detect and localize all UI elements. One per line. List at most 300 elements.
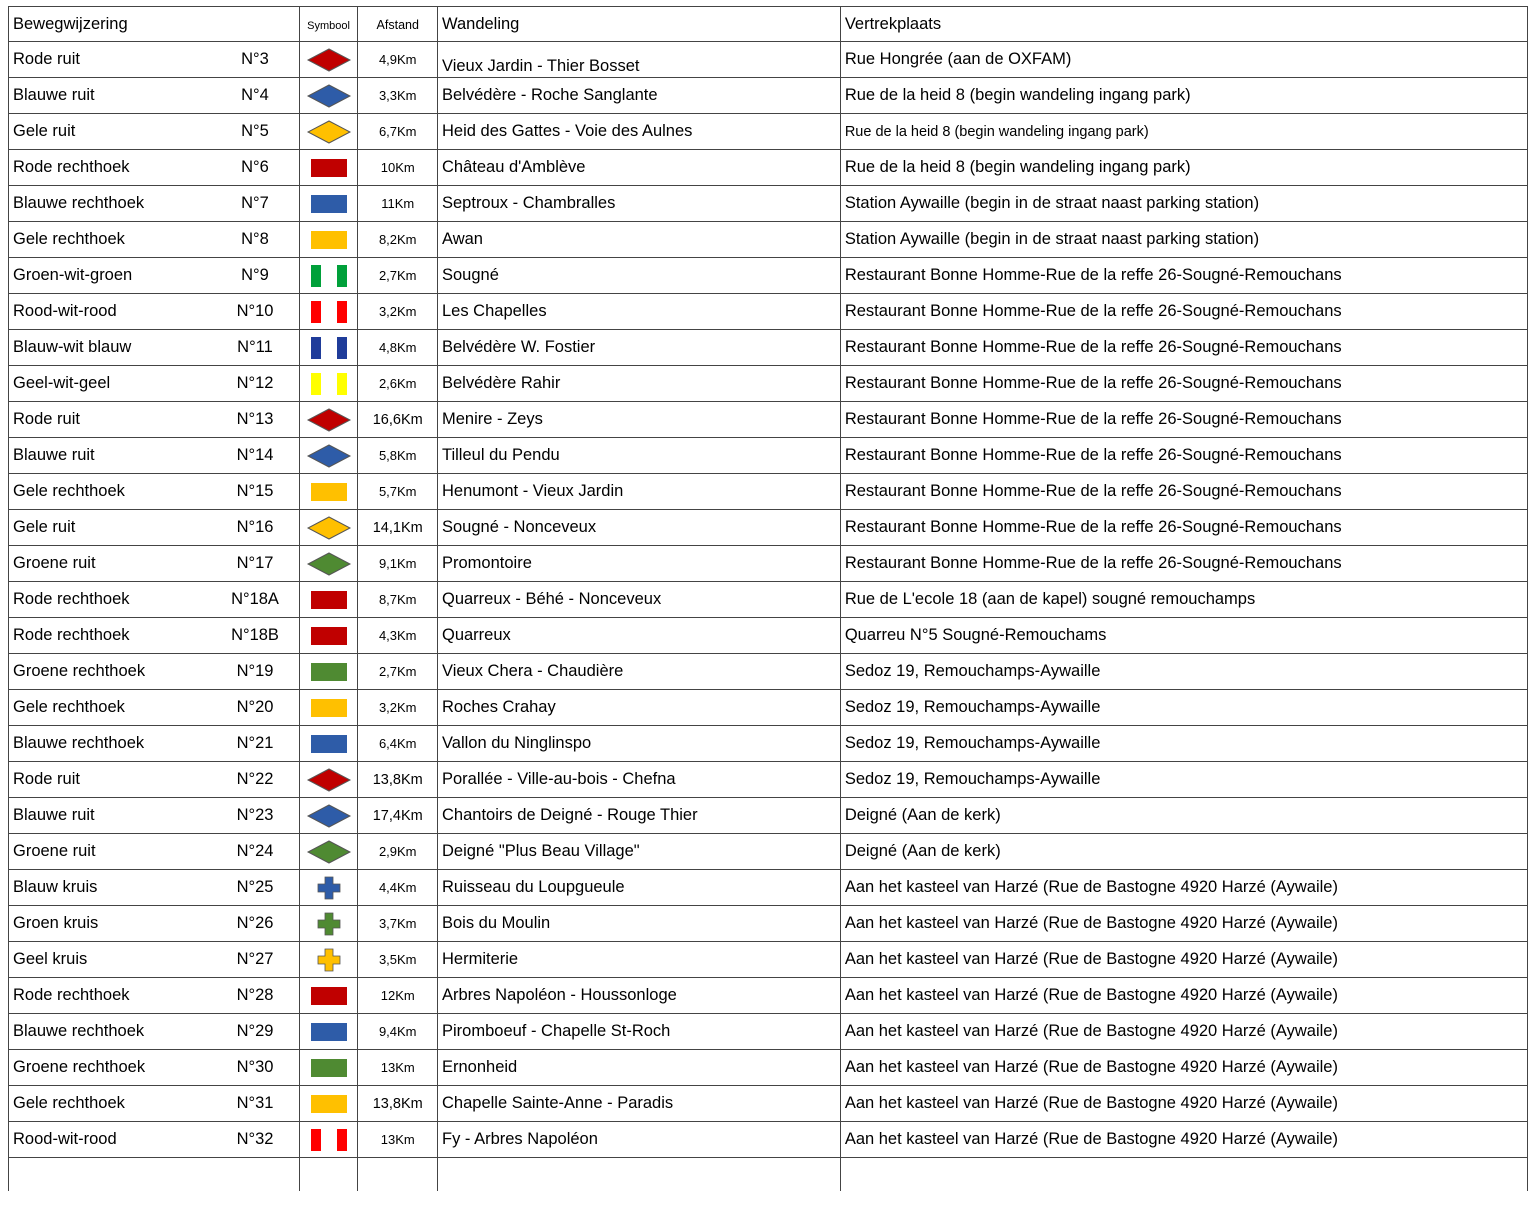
walk-name: Ruisseau du Loupgueule: [442, 878, 625, 896]
red-rectangle-icon: [300, 590, 358, 610]
marking-cell: [9, 834, 300, 870]
walk-name: Roches Crahay: [442, 698, 556, 716]
marking-cell: [9, 294, 300, 330]
distance-cell: [358, 258, 438, 294]
distance-value: 13Km: [380, 1060, 415, 1075]
walk-number: N°31: [236, 1094, 274, 1112]
blue-white-blue-icon: [300, 336, 358, 360]
empty-cell: [358, 1158, 438, 1191]
distance-value: 3,7Km: [378, 916, 417, 931]
yellow-rectangle-icon: [300, 482, 358, 502]
walk-cell: [438, 1014, 841, 1050]
symbol-cell: [299, 906, 358, 942]
marking-name: Blauwe rechthoek: [13, 1022, 145, 1040]
marking-name: Blauwe ruit: [13, 806, 95, 824]
table-row: [9, 546, 1528, 582]
symbol-cell: [299, 186, 358, 222]
table-row: [9, 690, 1528, 726]
marking-name: Rode ruit: [13, 410, 80, 428]
marking-cell: [9, 870, 300, 906]
walk-name: Fy - Arbres Napoléon: [442, 1130, 598, 1148]
yellow-rectangle-icon: [300, 698, 358, 718]
red-white-red-icon: [300, 300, 358, 324]
table-row: [9, 402, 1528, 438]
distance-value: 4,4Km: [378, 880, 417, 895]
start-location: Sedoz 19, Remouchamps-Aywaille: [844, 698, 1101, 716]
distance-cell: [358, 690, 438, 726]
distance-value: 5,7Km: [378, 484, 417, 499]
marking-cell: [9, 1122, 300, 1158]
marking-cell: [9, 762, 300, 798]
symbol-cell: [299, 798, 358, 834]
marking-name: Gele ruit: [13, 518, 76, 536]
header-bewegwijzering: Bewegwijzering: [9, 7, 300, 42]
symbol-cell: [299, 546, 358, 582]
blue-rectangle-icon: [300, 194, 358, 214]
walk-name: Henumont - Vieux Jardin: [442, 482, 624, 500]
table-row: [9, 726, 1528, 762]
distance-cell: [358, 726, 438, 762]
walk-cell: [438, 870, 841, 906]
start-cell: [840, 114, 1527, 150]
distance-value: 16,6Km: [372, 411, 423, 428]
start-cell: [840, 1014, 1527, 1050]
symbol-cell: [299, 474, 358, 510]
walk-cell: [438, 294, 841, 330]
marking-name: Groen kruis: [13, 914, 99, 932]
start-cell: [840, 330, 1527, 366]
walk-cell: [438, 42, 841, 78]
walks-table-body: [9, 7, 1528, 1191]
walk-cell: [438, 942, 841, 978]
header-symbool: [299, 7, 358, 42]
start-cell: [840, 78, 1527, 114]
walk-number: N°17: [236, 554, 274, 572]
red-diamond-icon: [300, 767, 358, 793]
symbol-cell: [299, 42, 358, 78]
table-row: [9, 762, 1528, 798]
distance-cell: [358, 78, 438, 114]
symbol-cell: [299, 366, 358, 402]
start-location: Aan het kasteel van Harzé (Rue de Bastogne 4920 Harzé (Aywaile): [844, 1130, 1338, 1148]
marking-name: Geel kruis: [13, 950, 88, 968]
start-cell: [840, 42, 1527, 78]
marking-cell: [9, 1086, 300, 1122]
walk-name: Awan: [442, 230, 483, 248]
table-row: [9, 114, 1528, 150]
start-cell: [840, 510, 1527, 546]
distance-cell: [358, 330, 438, 366]
yellow-diamond-icon: [300, 119, 358, 145]
walk-number: N°32: [236, 1130, 274, 1148]
distance-value: 12Km: [380, 988, 415, 1003]
yellow-white-yellow-icon: [300, 372, 358, 396]
walk-cell: [438, 438, 841, 474]
walk-name: Bois du Moulin: [442, 914, 551, 932]
start-cell: [840, 870, 1527, 906]
yellow-cross-icon: [300, 948, 358, 972]
table-row: [9, 1086, 1528, 1122]
marking-cell: [9, 798, 300, 834]
distance-value: 2,7Km: [378, 268, 417, 283]
table-row: [9, 438, 1528, 474]
distance-value: 4,8Km: [378, 340, 417, 355]
start-cell: [840, 762, 1527, 798]
walk-cell: [438, 114, 841, 150]
walk-cell: [438, 402, 841, 438]
distance-cell: [358, 510, 438, 546]
walk-number: N°3: [241, 50, 269, 68]
walk-number: N°18A: [231, 590, 279, 608]
table-row: [9, 150, 1528, 186]
distance-value: 2,6Km: [378, 376, 417, 391]
symbol-cell: [299, 870, 358, 906]
symbol-cell: [299, 1050, 358, 1086]
marking-name: Rode rechthoek: [13, 590, 130, 608]
marking-name: Gele rechthoek: [13, 698, 125, 716]
start-location: Restaurant Bonne Homme-Rue de la reffe 26-Sougné-Remouchans: [844, 266, 1342, 284]
symbol-cell: [299, 834, 358, 870]
walk-cell: [438, 330, 841, 366]
green-white-green-icon: [300, 264, 358, 288]
start-location: Aan het kasteel van Harzé (Rue de Bastogne 4920 Harzé (Aywaile): [844, 1058, 1338, 1076]
marking-cell: [9, 258, 300, 294]
marking-cell: [9, 690, 300, 726]
symbol-cell: [299, 510, 358, 546]
walk-name: Vieux Jardin - Thier Bosset: [442, 57, 640, 75]
table-row: [9, 1050, 1528, 1086]
start-cell: [840, 1122, 1527, 1158]
walk-name: Ernonheid: [442, 1058, 518, 1076]
walk-name: Hermiterie: [442, 950, 519, 968]
walk-name: Septroux - Chambralles: [442, 194, 616, 212]
start-cell: [840, 726, 1527, 762]
marking-cell: [9, 186, 300, 222]
walk-number: N°10: [236, 302, 274, 320]
marking-name: Rode ruit: [13, 50, 80, 68]
start-cell: [840, 438, 1527, 474]
start-location: Rue de la heid 8 (begin wandeling ingang park): [844, 86, 1191, 104]
start-cell: [840, 1086, 1527, 1122]
marking-cell: [9, 1014, 300, 1050]
start-location: Restaurant Bonne Homme-Rue de la reffe 26-Sougné-Remouchans: [844, 518, 1342, 536]
walk-name: Sougné: [442, 266, 499, 284]
blue-diamond-icon: [300, 803, 358, 829]
red-diamond-icon: [300, 47, 358, 73]
start-cell: [840, 654, 1527, 690]
start-location: Rue de la heid 8 (begin wandeling ingang park): [844, 158, 1191, 176]
start-location: Station Aywaille (begin in de straat naast parking station): [844, 194, 1260, 212]
distance-cell: [358, 294, 438, 330]
start-cell: [840, 366, 1527, 402]
distance-value: 3,5Km: [378, 952, 417, 967]
marking-name: Rood-wit-rood: [13, 302, 117, 320]
walk-cell: [438, 834, 841, 870]
distance-value: 5,8Km: [378, 448, 417, 463]
start-cell: [840, 978, 1527, 1014]
table-row: [9, 582, 1528, 618]
table-row: [9, 294, 1528, 330]
start-location: Sedoz 19, Remouchamps-Aywaille: [844, 770, 1101, 788]
walk-number: N°12: [236, 374, 274, 392]
distance-value: 13,8Km: [372, 1095, 423, 1112]
walk-name: Les Chapelles: [442, 302, 547, 320]
walk-number: N°30: [236, 1058, 274, 1076]
distance-value: 8,2Km: [378, 232, 417, 247]
walk-number: N°23: [236, 806, 274, 824]
distance-value: 13,8Km: [372, 771, 423, 788]
start-location: Sedoz 19, Remouchamps-Aywaille: [844, 734, 1101, 752]
distance-value: 3,2Km: [378, 700, 417, 715]
header-afstand-label: Afstand: [376, 17, 419, 32]
marking-cell: [9, 474, 300, 510]
start-location: Quarreu N°5 Sougné-Remouchams: [844, 626, 1107, 644]
walk-number: N°22: [236, 770, 274, 788]
empty-row: [9, 1158, 1528, 1191]
marking-name: Rode ruit: [13, 770, 80, 788]
distance-value: 9,1Km: [378, 556, 417, 571]
walks-table: [8, 6, 1528, 1191]
walk-number: N°29: [236, 1022, 274, 1040]
distance-value: 4,3Km: [378, 628, 417, 643]
distance-value: 2,9Km: [378, 844, 417, 859]
table-row: [9, 258, 1528, 294]
start-location: Station Aywaille (begin in de straat naast parking station): [844, 230, 1260, 248]
walk-number: N°13: [236, 410, 274, 428]
marking-name: Groene rechthoek: [13, 662, 146, 680]
walk-cell: [438, 1050, 841, 1086]
start-location: Sedoz 19, Remouchamps-Aywaille: [844, 662, 1101, 680]
marking-cell: [9, 510, 300, 546]
distance-value: 3,2Km: [378, 304, 417, 319]
symbol-cell: [299, 258, 358, 294]
start-cell: [840, 294, 1527, 330]
marking-name: Blauw-wit blauw: [13, 338, 132, 356]
symbol-cell: [299, 978, 358, 1014]
marking-cell: [9, 78, 300, 114]
marking-cell: [9, 582, 300, 618]
marking-name: Gele rechthoek: [13, 1094, 125, 1112]
distance-cell: [358, 978, 438, 1014]
header-vertrekplaats: Vertrekplaats: [840, 7, 1527, 42]
start-location: Restaurant Bonne Homme-Rue de la reffe 26-Sougné-Remouchans: [844, 302, 1342, 320]
walk-name: Belvédère - Roche Sanglante: [442, 86, 658, 104]
marking-cell: [9, 402, 300, 438]
blue-diamond-icon: [300, 443, 358, 469]
walk-number: N°14: [236, 446, 274, 464]
marking-name: Gele rechthoek: [13, 482, 125, 500]
marking-name: Blauwe ruit: [13, 446, 95, 464]
table-row: [9, 942, 1528, 978]
marking-name: Gele rechthoek: [13, 230, 125, 248]
marking-name: Blauw kruis: [13, 878, 98, 896]
start-location: Restaurant Bonne Homme-Rue de la reffe 26-Sougné-Remouchans: [844, 410, 1342, 428]
marking-name: Rode rechthoek: [13, 986, 130, 1004]
walk-cell: [438, 222, 841, 258]
walk-name: Belvédère W. Fostier: [442, 338, 596, 356]
marking-name: Rode rechthoek: [13, 626, 130, 644]
marking-name: Blauwe rechthoek: [13, 194, 145, 212]
walk-name: Arbres Napoléon - Houssonloge: [442, 986, 677, 1004]
distance-cell: [358, 870, 438, 906]
walk-name: Quarreux: [442, 626, 511, 644]
distance-cell: [358, 618, 438, 654]
marking-cell: [9, 42, 300, 78]
walk-name: Menire - Zeys: [442, 410, 543, 428]
distance-cell: [358, 942, 438, 978]
start-location: Aan het kasteel van Harzé (Rue de Bastogne 4920 Harzé (Aywaile): [844, 878, 1338, 896]
walk-cell: [438, 510, 841, 546]
start-cell: [840, 942, 1527, 978]
header-row: [9, 7, 1528, 42]
table-row: [9, 42, 1528, 78]
start-cell: [840, 618, 1527, 654]
marking-name: Groen-wit-groen: [13, 266, 133, 284]
distance-value: 13Km: [380, 1132, 415, 1147]
walk-cell: [438, 366, 841, 402]
distance-cell: [358, 1086, 438, 1122]
distance-cell: [358, 834, 438, 870]
table-row: [9, 906, 1528, 942]
distance-value: 8,7Km: [378, 592, 417, 607]
green-diamond-icon: [300, 551, 358, 577]
green-rectangle-icon: [300, 662, 358, 682]
distance-value: 17,4Km: [372, 807, 423, 824]
marking-name: Rood-wit-rood: [13, 1130, 117, 1148]
start-location: Aan het kasteel van Harzé (Rue de Bastogne 4920 Harzé (Aywaile): [844, 914, 1338, 932]
start-cell: [840, 1050, 1527, 1086]
start-location: Restaurant Bonne Homme-Rue de la reffe 26-Sougné-Remouchans: [844, 338, 1342, 356]
symbol-cell: [299, 654, 358, 690]
yellow-rectangle-icon: [300, 230, 358, 250]
walk-cell: [438, 618, 841, 654]
start-cell: [840, 690, 1527, 726]
distance-cell: [358, 42, 438, 78]
walk-name: Chapelle Sainte-Anne - Paradis: [442, 1094, 674, 1112]
distance-cell: [358, 366, 438, 402]
marking-cell: [9, 330, 300, 366]
walk-number: N°9: [241, 266, 269, 284]
marking-cell: [9, 978, 300, 1014]
walk-cell: [438, 474, 841, 510]
symbol-cell: [299, 402, 358, 438]
walk-number: N°4: [241, 86, 269, 104]
start-location: Rue de la heid 8 (begin wandeling ingang park): [844, 123, 1149, 140]
marking-cell: [9, 618, 300, 654]
yellow-diamond-icon: [300, 515, 358, 541]
symbol-cell: [299, 762, 358, 798]
red-white-red-icon: [300, 1128, 358, 1152]
blue-cross-icon: [300, 876, 358, 900]
symbol-cell: [299, 1122, 358, 1158]
distance-cell: [358, 1014, 438, 1050]
walk-number: N°8: [241, 230, 269, 248]
walk-number: N°16: [236, 518, 274, 536]
distance-cell: [358, 114, 438, 150]
walk-name: Promontoire: [442, 554, 532, 572]
blue-rectangle-icon: [300, 734, 358, 754]
red-diamond-icon: [300, 407, 358, 433]
marking-cell: [9, 150, 300, 186]
distance-value: 10Km: [380, 160, 415, 175]
symbol-cell: [299, 690, 358, 726]
walk-number: N°24: [236, 842, 274, 860]
red-rectangle-icon: [300, 626, 358, 646]
walk-name: Vallon du Ninglinspo: [442, 734, 592, 752]
walk-number: N°27: [236, 950, 274, 968]
symbol-cell: [299, 150, 358, 186]
walk-cell: [438, 762, 841, 798]
walk-number: N°19: [236, 662, 274, 680]
marking-name: Geel-wit-geel: [13, 374, 111, 392]
start-cell: [840, 582, 1527, 618]
walk-name: Belvédère Rahir: [442, 374, 561, 392]
table-row: [9, 366, 1528, 402]
marking-cell: [9, 942, 300, 978]
red-rectangle-icon: [300, 158, 358, 178]
table-row: [9, 1014, 1528, 1050]
header-symbool-label: Symbool: [307, 19, 350, 32]
walk-cell: [438, 906, 841, 942]
empty-cell: [438, 1158, 841, 1191]
distance-value: 11Km: [381, 196, 415, 211]
distance-cell: [358, 402, 438, 438]
distance-value: 9,4Km: [378, 1024, 417, 1039]
start-location: Aan het kasteel van Harzé (Rue de Bastogne 4920 Harzé (Aywaile): [844, 950, 1338, 968]
walk-number: N°7: [241, 194, 269, 212]
start-cell: [840, 258, 1527, 294]
distance-cell: [358, 798, 438, 834]
table-row: [9, 330, 1528, 366]
start-location: Deigné (Aan de kerk): [844, 806, 1001, 824]
marking-cell: [9, 438, 300, 474]
start-location: Restaurant Bonne Homme-Rue de la reffe 26-Sougné-Remouchans: [844, 554, 1342, 572]
table-row: [9, 1122, 1528, 1158]
green-rectangle-icon: [300, 1058, 358, 1078]
distance-value: 3,3Km: [378, 88, 417, 103]
distance-cell: [358, 186, 438, 222]
blue-rectangle-icon: [300, 1022, 358, 1042]
marking-name: Gele ruit: [13, 122, 76, 140]
distance-value: 6,7Km: [378, 124, 417, 139]
walk-name: Quarreux - Béhé - Nonceveux: [442, 590, 662, 608]
start-location: Rue de L'ecole 18 (aan de kapel) sougné remouchamps: [844, 590, 1256, 608]
walk-number: N°6: [241, 158, 269, 176]
distance-value: 4,9Km: [378, 52, 417, 67]
symbol-cell: [299, 330, 358, 366]
green-cross-icon: [300, 912, 358, 936]
walk-name: Chantoirs de Deigné - Rouge Thier: [442, 806, 698, 824]
table-row: [9, 474, 1528, 510]
start-cell: [840, 186, 1527, 222]
start-cell: [840, 222, 1527, 258]
empty-cell: [299, 1158, 358, 1191]
distance-cell: [358, 546, 438, 582]
start-cell: [840, 834, 1527, 870]
marking-cell: [9, 366, 300, 402]
table-row: [9, 654, 1528, 690]
walk-number: N°25: [236, 878, 274, 896]
start-location: Restaurant Bonne Homme-Rue de la reffe 26-Sougné-Remouchans: [844, 374, 1342, 392]
walk-cell: [438, 978, 841, 1014]
table-row: [9, 222, 1528, 258]
symbol-cell: [299, 1014, 358, 1050]
walk-number: N°28: [236, 986, 274, 1004]
start-cell: [840, 906, 1527, 942]
distance-value: 6,4Km: [378, 736, 417, 751]
start-location: Deigné (Aan de kerk): [844, 842, 1001, 860]
start-location: Aan het kasteel van Harzé (Rue de Bastogne 4920 Harzé (Aywaile): [844, 986, 1338, 1004]
